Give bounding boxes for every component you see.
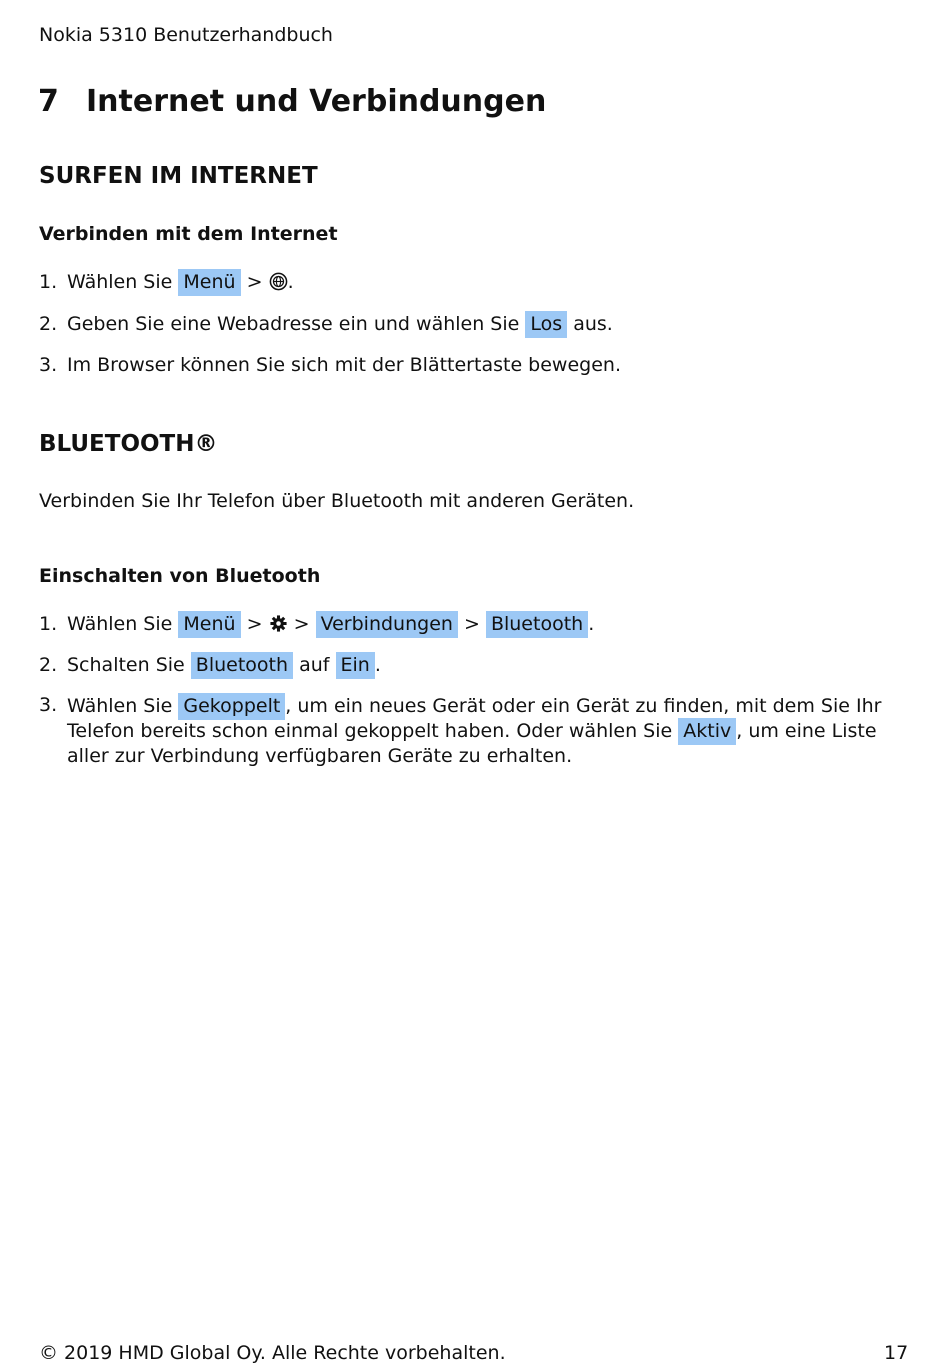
list-item: 2. Schalten Sie Bluetooth auf Ein . (39, 654, 381, 676)
globe-icon (269, 272, 288, 296)
paired-label: Gekoppelt (178, 693, 285, 720)
list-item: Wählen Sie Gekoppelt , um ein neues Gerät oder ein Gerät zu finden, mit dem Sie Ihr Telefon bereits schon einmal gekoppelt haben. Oder wählen Sie Aktiv , um eine Liste aller zur Verbindung verfügbaren Geräte zu erhalten. (67, 695, 882, 767)
connections-label: Verbindungen (316, 611, 458, 638)
list-item: 1. Wählen Sie Menü > . (39, 271, 294, 296)
section-heading-bluetooth: BLUETOOTH® (39, 431, 218, 457)
gear-icon (269, 614, 288, 638)
chapter-title (38, 84, 546, 119)
list-item-number: 3. (39, 694, 58, 716)
list-item: 2. Geben Sie eine Webadresse ein und wählen Sie Los aus. (39, 313, 613, 335)
go-label: Los (525, 311, 567, 338)
on-label: Ein (336, 652, 375, 679)
subheading-verbinden: Verbinden mit dem Internet (39, 223, 338, 245)
document-header: Nokia 5310 Benutzerhandbuch (39, 24, 333, 46)
active-label: Aktiv (678, 718, 736, 745)
chapter-heading: Internet und Verbindungen (86, 84, 547, 119)
menu-label: Menü (178, 611, 240, 638)
list-item: 3. Im Browser können Sie sich mit der Blättertaste bewegen. (39, 354, 621, 376)
bluetooth-label: Bluetooth (486, 611, 588, 638)
list-item: 1. Wählen Sie Menü > > Verbindungen > Bluetooth . (39, 613, 594, 638)
menu-label: Menü (178, 269, 240, 296)
bluetooth-intro: Verbinden Sie Ihr Telefon über Bluetooth mit anderen Geräten. (39, 490, 635, 512)
page-number: 17 (884, 1342, 909, 1364)
bluetooth-label: Bluetooth (191, 652, 293, 679)
subheading-einschalten: Einschalten von Bluetooth (39, 565, 321, 587)
chapter-number: 7 (38, 84, 59, 119)
copyright-footer: © 2019 HMD Global Oy. Alle Rechte vorbehalten. (39, 1342, 506, 1364)
section-heading-surfen: SURFEN IM INTERNET (39, 163, 318, 189)
